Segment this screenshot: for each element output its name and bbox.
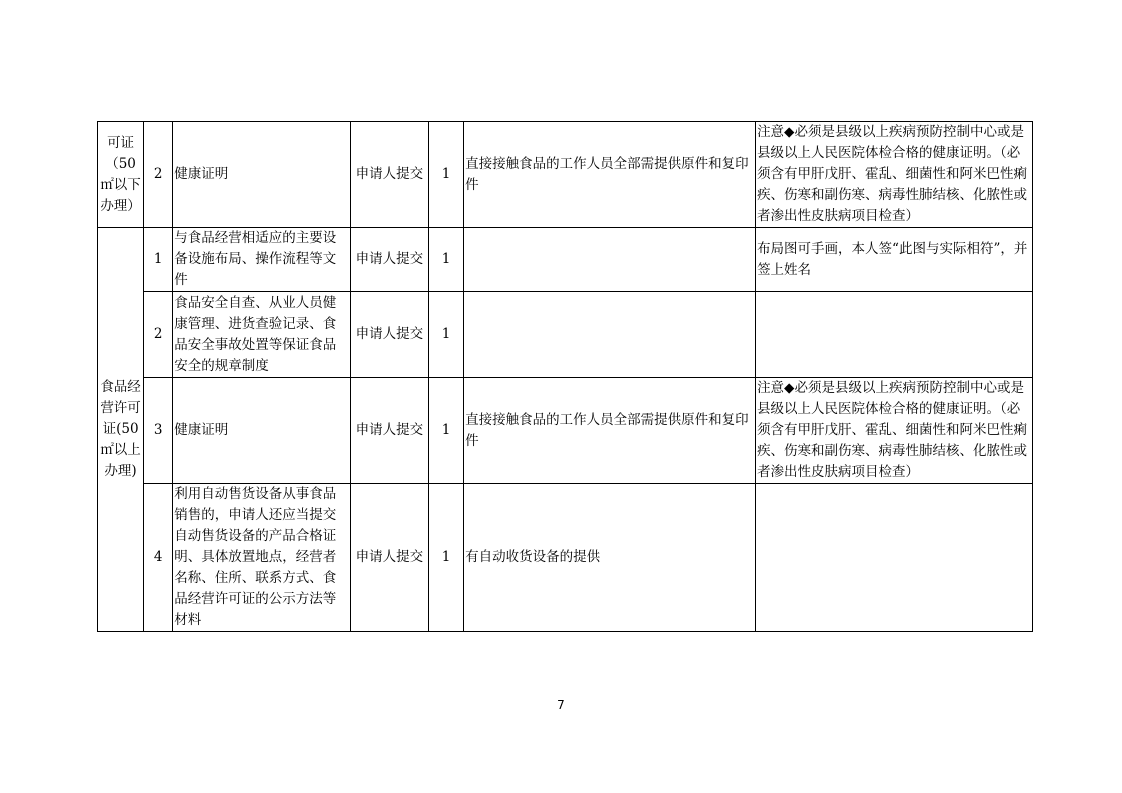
requirements-table (97, 121, 1033, 632)
requirement-cell: 健康证明 (173, 122, 351, 228)
count-cell: 1 (429, 378, 464, 484)
requirement-cell: 健康证明 (173, 378, 351, 484)
submitter-cell: 申请人提交 (350, 378, 428, 484)
table-row (98, 378, 1033, 484)
note-cell: 布局图可手画，本人签“此图与实际相符”，并签上姓名 (756, 228, 1033, 292)
requirement-cell: 与食品经营相适应的主要设备设施布局、操作流程等文件 (173, 228, 351, 292)
count-cell: 1 (429, 484, 464, 632)
table-row (98, 484, 1033, 632)
item-number: 2 (144, 292, 173, 378)
note-cell: 注意◆必须是县级以上疾病预防控制中心或是县级以上人民医院体检合格的健康证明。（必须含有甲肝戊肝、霍乱、细菌性和阿米巴性痢疾、伤寒和副伤寒、病毒性肺结核、化脓性或者渗出性皮肤病项目检查） (756, 378, 1033, 484)
description-cell: 直接接触食品的工作人员全部需提供原件和复印件 (464, 378, 756, 484)
submitter-cell: 申请人提交 (350, 228, 428, 292)
note-cell: 注意◆必须是县级以上疾病预防控制中心或是县级以上人民医院体检合格的健康证明。（必须含有甲肝戊肝、霍乱、细菌性和阿米巴性痢疾、伤寒和副伤寒、病毒性肺结核、化脓性或者渗出性皮肤病项目检查） (756, 122, 1033, 228)
submitter-cell: 申请人提交 (350, 292, 428, 378)
item-number: 1 (144, 228, 173, 292)
description-cell (464, 292, 756, 378)
table-row (98, 122, 1033, 228)
page-number: 7 (557, 698, 565, 712)
description-cell: 直接接触食品的工作人员全部需提供原件和复印件 (464, 122, 756, 228)
table-row (98, 292, 1033, 378)
note-cell (756, 484, 1033, 632)
table-row (98, 228, 1033, 292)
item-number: 3 (144, 378, 173, 484)
category-cell: 可证（50㎡以下办理） (98, 122, 144, 228)
item-number: 2 (144, 122, 173, 228)
count-cell: 1 (429, 228, 464, 292)
requirement-cell: 食品安全自查、从业人员健康管理、进货查验记录、食品安全事故处置等保证食品安全的规章制度 (173, 292, 351, 378)
category-cell: 食品经营许可证(50㎡以上办理) (98, 228, 144, 632)
submitter-cell: 申请人提交 (350, 484, 428, 632)
submitter-cell: 申请人提交 (350, 122, 428, 228)
requirement-cell: 利用自动售货设备从事食品销售的，申请人还应当提交自动售货设备的产品合格证明、具体放置地点，经营者名称、住所、联系方式、食品经营许可证的公示方法等材料 (173, 484, 351, 632)
description-cell: 有自动收货设备的提供 (464, 484, 756, 632)
item-number: 4 (144, 484, 173, 632)
count-cell: 1 (429, 122, 464, 228)
note-cell (756, 292, 1033, 378)
count-cell: 1 (429, 292, 464, 378)
description-cell (464, 228, 756, 292)
